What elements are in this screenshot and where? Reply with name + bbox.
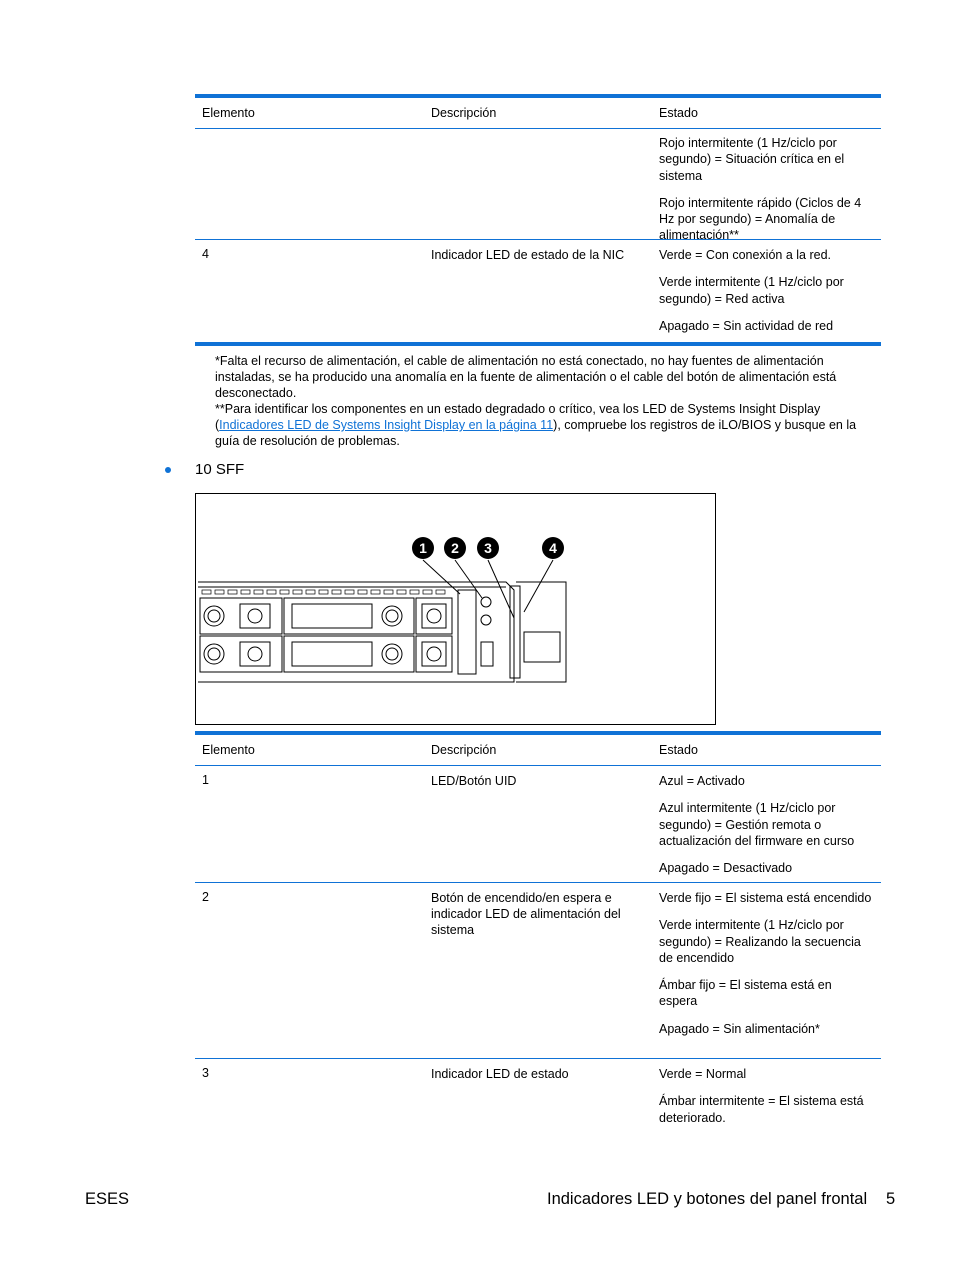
state-text: Apagado = Sin alimentación* [659,1021,820,1036]
cell-description: Botón de encendido/en espera e indicador LED de alimentación del sistema [431,891,621,937]
state-text: Verde intermitente (1 Hz/ciclo por segundo) = Realizando la secuencia de encendido [659,918,861,965]
bullet-icon [165,467,171,473]
table-notes [215,353,875,449]
footer-locale: ESES [85,1190,130,1208]
header-state: Estado [659,106,698,120]
cell-states [652,890,881,1054]
bullet-label: 10 SFF [195,461,245,478]
header-state: Estado [659,743,698,757]
table-header [195,735,881,766]
state-text: Ámbar intermitente = El sistema está deteriorado. [659,1094,864,1125]
header-description: Descripción [431,106,497,120]
callout-1-label: 1 [419,540,427,556]
cell-element: 1 [202,773,209,787]
sid-leds-link[interactable]: Indicadores LED de Systems Insight Display en la página 11 [219,418,554,432]
cell-states [652,247,881,338]
header-element: Elemento [202,743,255,757]
cell-description: Indicador LED de estado [431,1067,569,1081]
state-text: Apagado = Desactivado [659,861,793,876]
callout-4-icon [542,537,564,559]
table-row [195,1059,881,1141]
state-text: Rojo intermitente (1 Hz/ciclo por segundo) = Situación crítica en el sistema [659,136,845,183]
cell-description [424,135,652,235]
callout-3-icon [477,537,499,559]
callout-2-icon [444,537,466,559]
cell-states [652,1066,881,1137]
table-row [195,240,881,342]
state-text: Verde fijo = El sistema está encendido [659,891,872,905]
table-row [195,766,881,883]
front-panel-figure [195,493,716,725]
header-description: Descripción [431,743,497,757]
callout-1-icon [412,537,434,559]
state-text: Azul intermitente (1 Hz/ciclo por segundo) = Gestión remota o actualización del firmware en curso [659,801,855,848]
cell-description: LED/Botón UID [431,774,517,788]
header-element: Elemento [202,106,255,120]
table-row [195,129,881,243]
state-text: Verde = Con conexión a la red. [659,248,831,262]
state-text: Verde intermitente (1 Hz/ciclo por segundo) = Red activa [659,275,844,306]
cell-element: 3 [202,1066,209,1080]
note-prefix: **Para identificar los componentes en un estado degradado o crítico, vea los LED de Systems Insight Display ( [215,402,821,432]
bullet-item [165,461,244,478]
page-number: 5 [886,1190,896,1208]
footer-title: Indicadores LED y botones del panel frontal [547,1190,868,1208]
callout-4-label: 4 [549,540,557,556]
note-power: *Falta el recurso de alimentación, el cable de alimentación no está conectado, no hay fuentes de alimentación instaladas, se ha producido una anomalía en la fuente de alimentación o el cable del botón de alimentación está desconectado. [215,354,837,400]
callout-layer [196,494,715,724]
cell-description: Indicador LED de estado de la NIC [431,248,625,262]
table-row [195,883,881,1059]
table-bottom-rule [195,342,881,346]
callout-3-label: 3 [484,540,492,556]
state-text: Verde = Normal [659,1067,747,1081]
note-components [215,401,875,449]
note-suffix: ), compruebe los registros de iLO/BIOS y busque en la guía de resolución de problemas. [215,418,857,448]
table-header [195,98,881,129]
callout-2-label: 2 [451,540,459,556]
cell-element [195,135,424,235]
cell-states [652,135,881,243]
state-text: Ámbar fijo = El sistema está en espera [659,978,832,1009]
cell-element: 4 [202,247,209,261]
sff-led-table [195,731,881,1141]
state-text: Apagado = Sin actividad de red [659,318,834,333]
state-text: Rojo intermitente rápido (Ciclos de 4 Hz por segundo) = Anomalía de alimentación** [659,195,862,243]
table-continued [195,94,881,346]
cell-element: 2 [202,890,209,904]
state-text: Azul = Activado [659,774,745,788]
cell-states [652,773,881,878]
